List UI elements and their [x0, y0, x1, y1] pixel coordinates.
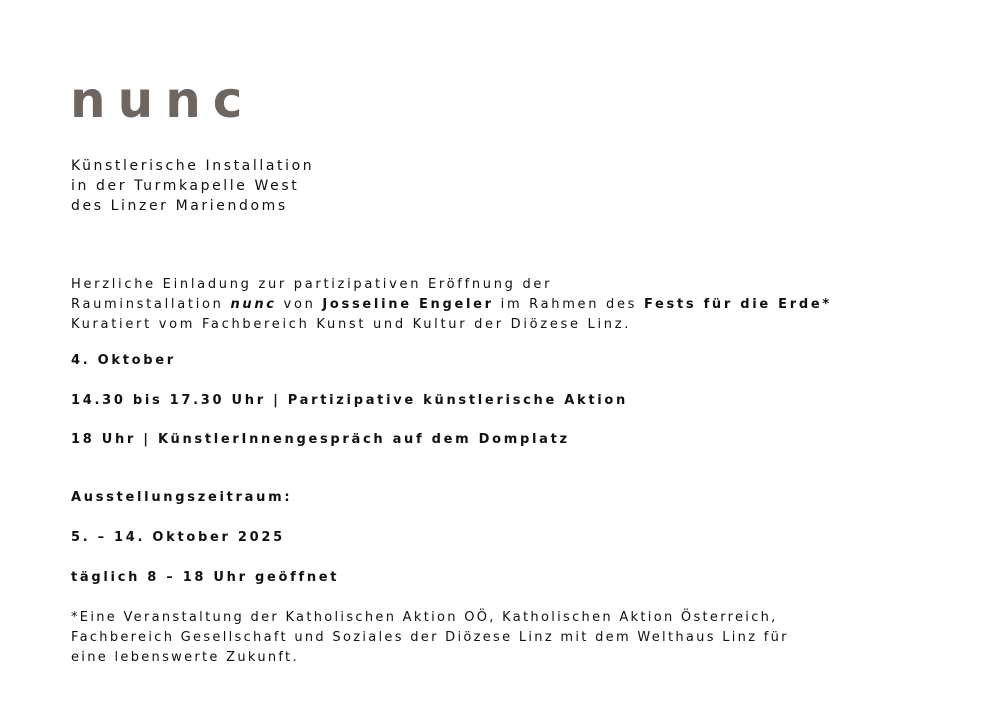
exhibition-heading: Ausstellungszeitraum:: [71, 490, 293, 505]
subtitle: [71, 156, 314, 216]
artist-name: Josseline Engeler: [322, 297, 494, 312]
invitation-line: Herzliche Einladung zur partizipativen Eröffnung der: [71, 277, 553, 292]
event-talk-time: 18 Uhr | KünstlerInnengespräch auf dem Domplatz: [71, 432, 570, 447]
event-action-time: 14.30 bis 17.30 Uhr | Partizipative künstlerische Aktion: [71, 393, 629, 408]
footnote: [71, 608, 789, 668]
footnote-line: Fachbereich Gesellschaft und Soziales der Diözese Linz mit dem Welthaus Linz für: [71, 630, 789, 645]
work-title: nunc: [230, 297, 277, 312]
subtitle-line: in der Turmkapelle West: [71, 178, 300, 194]
subtitle-line: des Linzer Mariendoms: [71, 198, 288, 214]
invitation-line: Kuratiert vom Fachbereich Kunst und Kultur der Diözese Linz.: [71, 317, 632, 332]
page-title: nunc: [70, 71, 255, 129]
invitation-text: [71, 275, 832, 335]
subtitle-line: Künstlerische Installation: [71, 158, 315, 174]
opening-hours: täglich 8 – 18 Uhr geöffnet: [71, 570, 340, 585]
invitation-text-segment: von: [276, 297, 323, 312]
event-name: Fests für die Erde*: [643, 297, 832, 312]
footnote-line: eine lebenswerte Zukunft.: [71, 650, 299, 665]
footnote-line: *Eine Veranstaltung der Katholischen Aktion OÖ, Katholischen Aktion Österreich,: [71, 610, 778, 625]
event-date: 4. Oktober: [71, 353, 176, 368]
invitation-line: [71, 295, 832, 315]
exhibition-period: 5. – 14. Oktober 2025: [71, 530, 285, 545]
invitation-text-segment: Rauminstallation: [71, 297, 231, 312]
invitation-text-segment: im Rahmen des: [493, 297, 644, 312]
